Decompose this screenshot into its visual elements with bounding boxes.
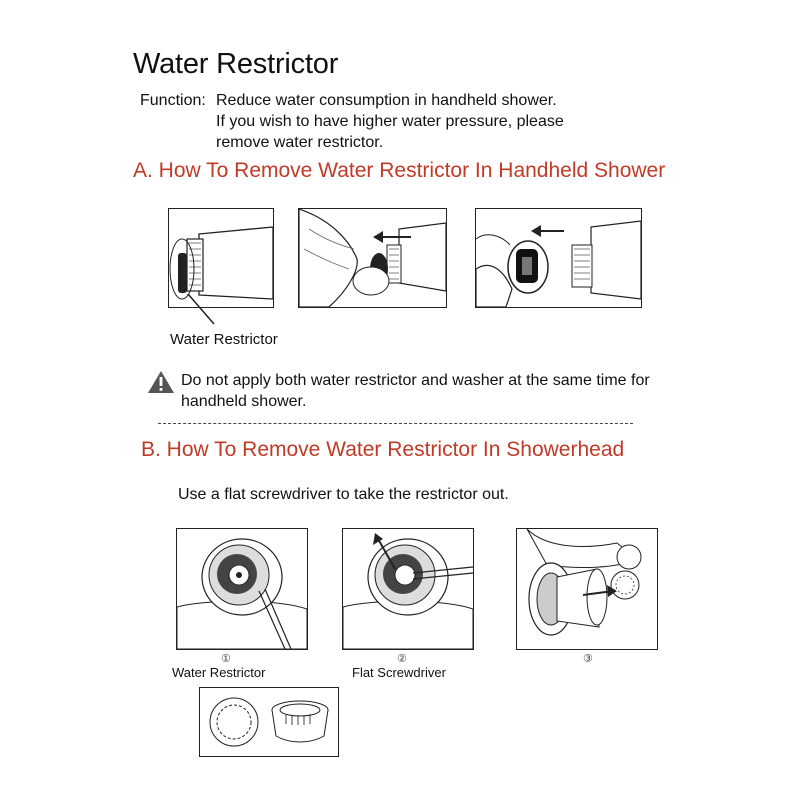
step-b2-number: ②	[397, 653, 407, 665]
step-b1-number: ①	[221, 653, 231, 665]
step-b1-illustration	[176, 528, 308, 650]
section-divider	[158, 423, 633, 424]
step-b2-caption: Flat Screwdriver	[352, 665, 446, 680]
section-a-heading: A. How To Remove Water Restrictor In Handheld Shower	[133, 159, 666, 182]
step-a2-illustration	[298, 208, 447, 308]
section-b-instruction: Use a flat screwdriver to take the restrictor out.	[178, 486, 509, 503]
water-restrictor-caption: Water Restrictor	[170, 331, 278, 348]
function-line-2: If you wish to have higher water pressure, please	[216, 113, 564, 130]
warning-icon	[147, 370, 175, 412]
step-b3-number: ③	[583, 653, 593, 665]
step-b1-caption: Water Restrictor	[172, 665, 266, 680]
step-a1-illustration	[168, 208, 274, 308]
step-b3-illustration	[516, 528, 658, 650]
step-b2-illustration	[342, 528, 474, 650]
function-line-3: remove water restrictor.	[216, 134, 384, 151]
function-label: Function:	[140, 92, 206, 109]
step-a3-illustration	[475, 208, 642, 308]
warning-note	[147, 370, 651, 412]
function-description	[140, 90, 564, 153]
restrictor-pointer-arrow	[180, 294, 220, 328]
function-line-1: Reduce water consumption in handheld shower.	[216, 92, 557, 109]
section-b-heading: B. How To Remove Water Restrictor In Showerhead	[141, 438, 625, 461]
page-title: Water Restrictor	[133, 48, 339, 80]
warning-text: Do not apply both water restrictor and washer at the same time for handheld shower.	[181, 372, 650, 410]
restrictor-detail-inset	[199, 687, 339, 757]
